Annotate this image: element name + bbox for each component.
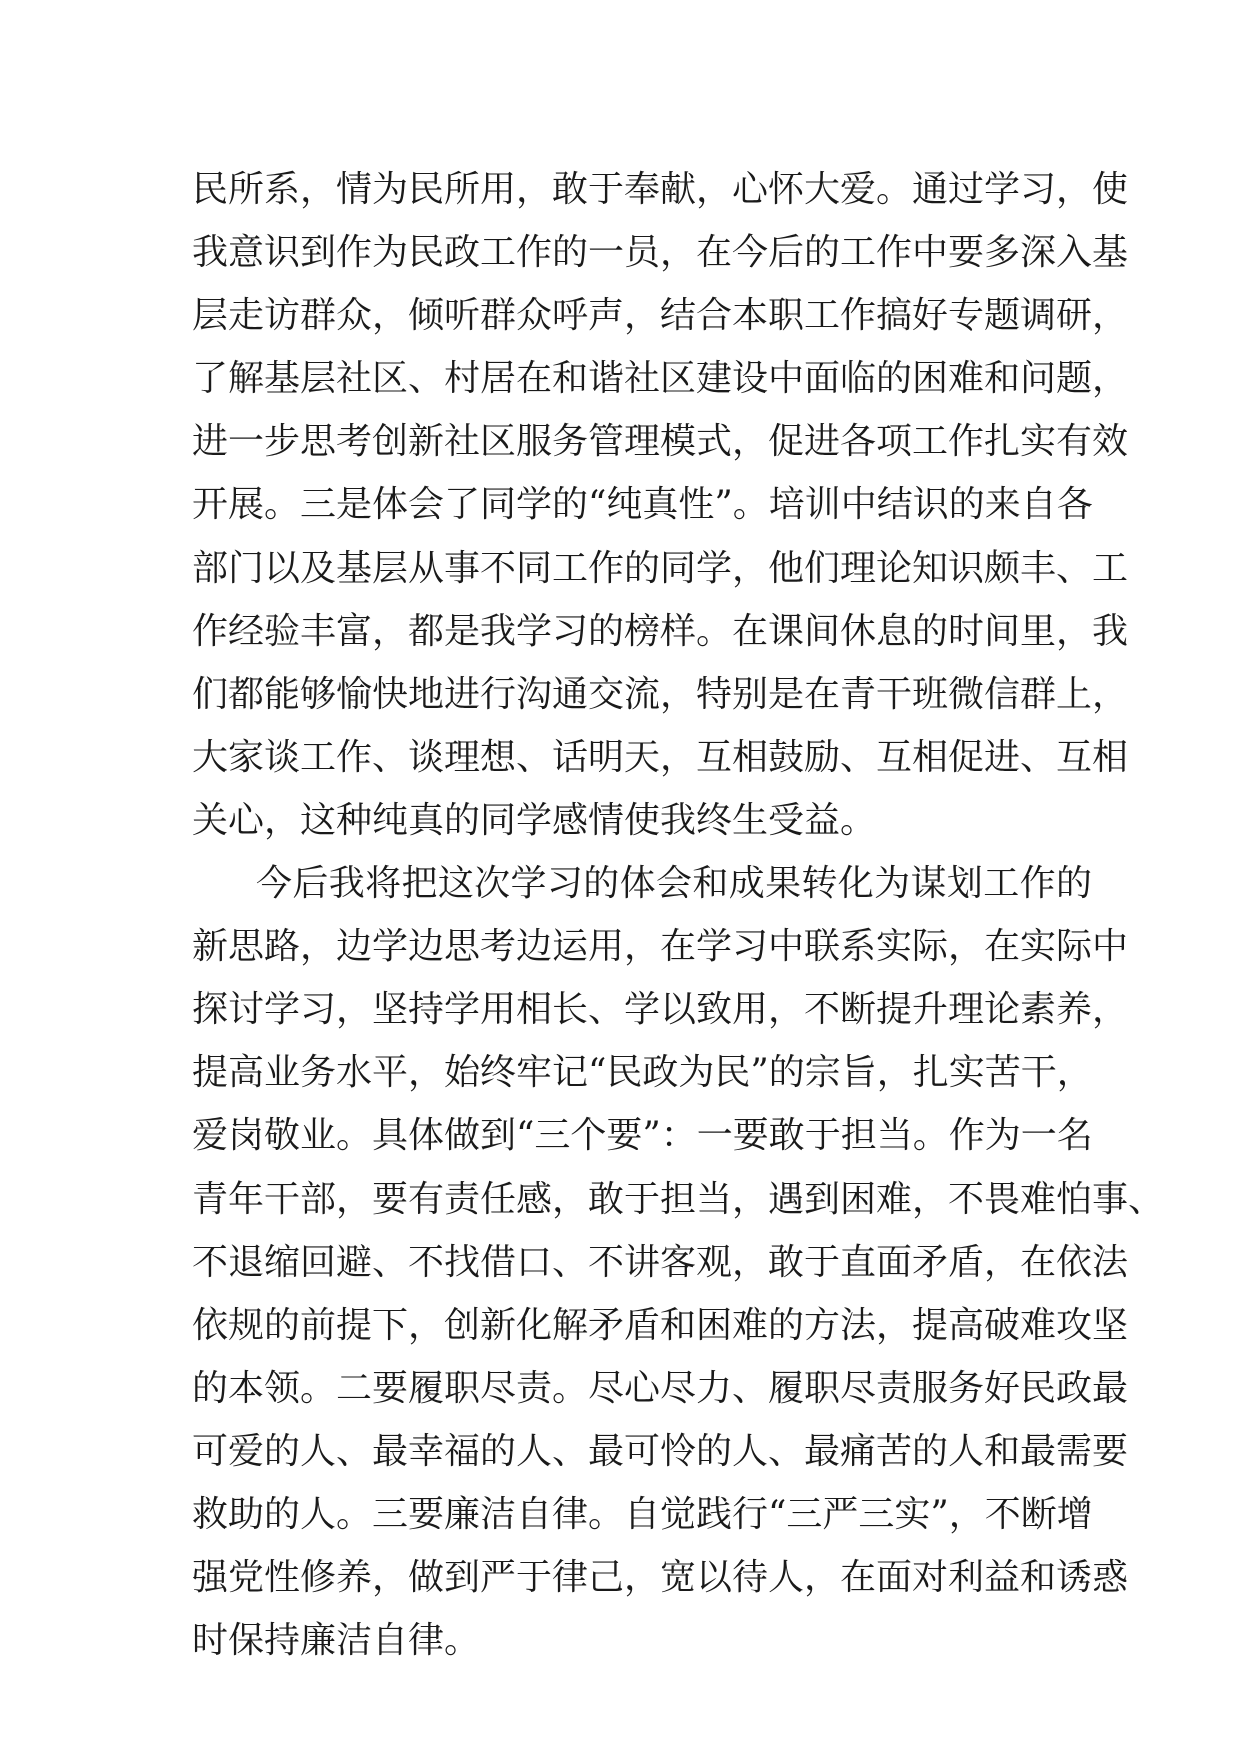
text-line: 层走访群众，倾听群众呼声，结合本职工作搞好专题调研， (192, 295, 1129, 337)
text-line: 了解基层社区、村居在和谐社区建设中面临的困难和问题， (192, 358, 1129, 400)
text-line: 民所系，情为民所用，敢于奉献，心怀大爱。通过学习，使 (192, 169, 1129, 210)
text-line: 我意识到作为民政工作的一员，在今后的工作中要多深入基 (192, 232, 1129, 274)
text-line: 的本领。二要履职尽责。尽心尽力、履职尽责服务好民政最 (192, 1367, 1129, 1409)
text-line: 进一步思考创新社区服务管理模式，促进各项工作扎实有效 (192, 421, 1129, 463)
paragraph-end-line: 时保持廉洁自律。 (192, 1620, 481, 1662)
paragraph-first-line: 今后我将把这次学习的体会和成果转化为谋划工作的 (256, 863, 1092, 905)
text-line: 救助的人。三要廉洁自律。自觉践行“三严三实”，不断增 (192, 1493, 1093, 1535)
text-line: 新思路，边学边思考边运用，在学习中联系实际，在实际中 (192, 926, 1129, 968)
body-text (192, 158, 1165, 1672)
text-line: 作经验丰富，都是我学习的榜样。在课间休息的时间里，我 (192, 610, 1129, 652)
text-line: 提高业务水平，始终牢记“民政为民”的宗旨，扎实苦干， (192, 1052, 1093, 1094)
text-line: 们都能够愉快地进行沟通交流，特别是在青干班微信群上， (192, 673, 1129, 715)
text-line: 可爱的人、最幸福的人、最可怜的人、最痛苦的人和最需要 (192, 1430, 1129, 1472)
text-line: 爱岗敬业。具体做到“三个要”：一要敢于担当。作为一名 (192, 1115, 1093, 1157)
text-line: 不退缩回避、不找借口、不讲客观，敢于直面矛盾，在依法 (192, 1241, 1129, 1283)
text-line: 开展。三是体会了同学的“纯真性”。培训中结识的来自各 (192, 484, 1093, 526)
text-line: 青年干部，要有责任感，敢于担当，遇到困难，不畏难怕事、 (192, 1178, 1165, 1220)
text-line: 依规的前提下，创新化解矛盾和困难的方法，提高破难攻坚 (192, 1304, 1129, 1346)
text-line: 部门以及基层从事不同工作的同学，他们理论知识颇丰、工 (192, 547, 1129, 589)
paragraph-end-line: 关心，这种纯真的同学感情使我终生受益。 (192, 799, 877, 841)
text-line: 大家谈工作、谈理想、话明天，互相鼓励、互相促进、互相 (192, 736, 1129, 778)
text-line: 强党性修养，做到严于律己，宽以待人，在面对利益和诱惑 (192, 1557, 1129, 1599)
text-line: 探讨学习，坚持学用相长、学以致用，不断提升理论素养， (192, 989, 1129, 1031)
